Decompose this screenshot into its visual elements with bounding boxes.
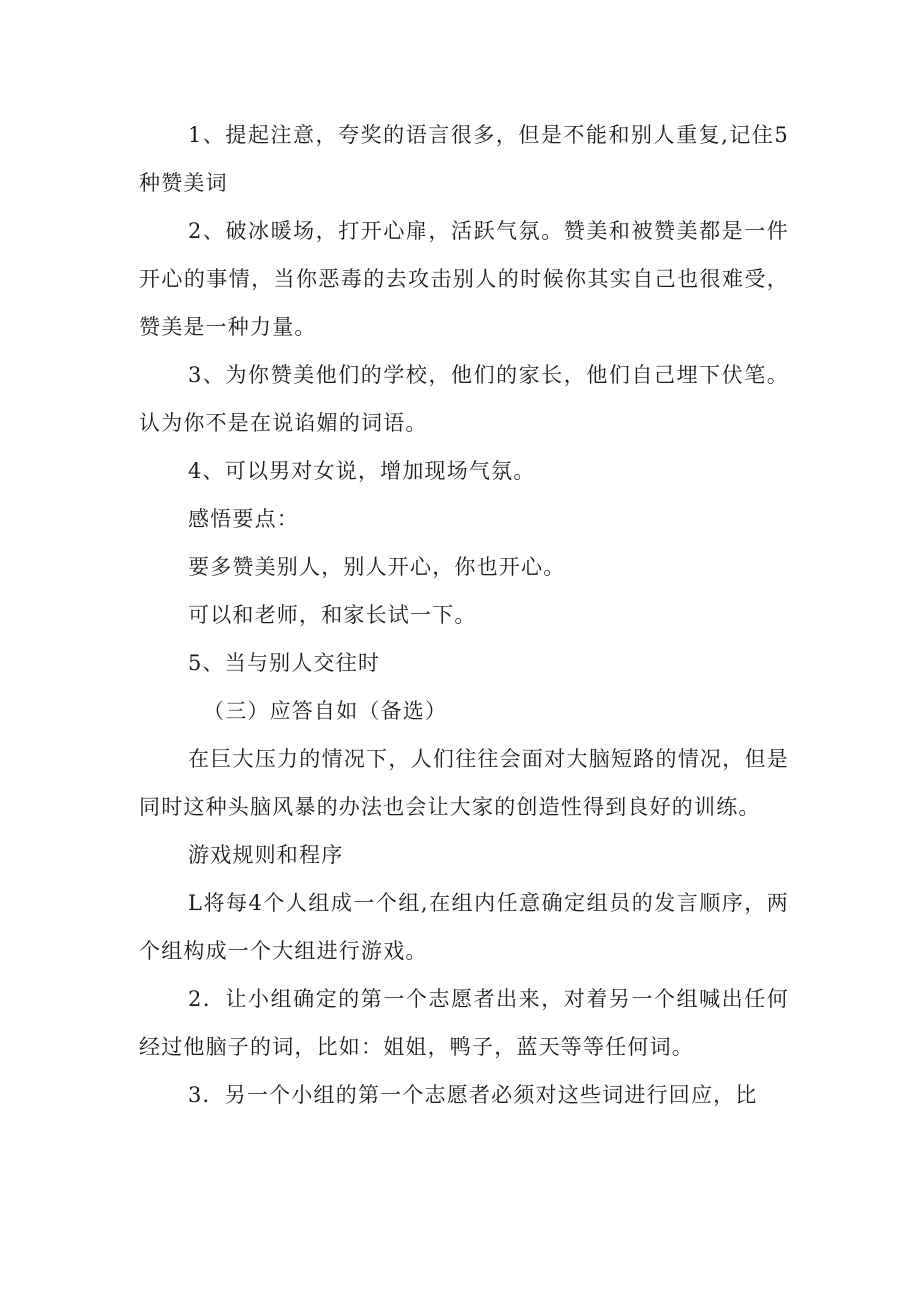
paragraph-praise-point-2: 2、破冰暖场，打开心扉，活跃气氛。赞美和被赞美都是一件开心的事情，当你恶毒的去攻击别人的时候你其实自己也很难受，赞美是一种力量。 <box>139 219 789 339</box>
paragraph-praise-point-5: 5、当与别人交往时 <box>188 651 381 675</box>
paragraph-rules-heading: 游戏规则和程序 <box>188 843 344 867</box>
paragraph-insight-1: 要多赞美别人，别人开心，你也开心。 <box>188 555 566 579</box>
document-body <box>139 111 789 1119</box>
paragraph-praise-point-3: 3、为你赞美他们的学校，他们的家长，他们自己埋下伏笔。认为你不是在说谄媚的词语。 <box>139 363 789 435</box>
paragraph-rule-2: 2．让小组确定的第一个志愿者出来，对着另一个组喊出任何经过他脑子的词，比如：姐姐，鸭子，蓝天等等任何词。 <box>139 987 789 1059</box>
paragraph-pressure-intro: 在巨大压力的情况下，人们往往会面对大脑短路的情况，但是同时这种头脑风暴的办法也会让大家的创造性得到良好的训练。 <box>139 747 789 819</box>
paragraph-rule-1: L将每4个人组成一个组,在组内任意确定组员的发言顺序，两个组构成一个大组进行游戏。 <box>139 891 789 963</box>
paragraph-praise-point-1: 1、提起注意，夸奖的语言很多，但是不能和别人重复,记住5种赞美词 <box>139 123 789 195</box>
paragraph-rule-3: 3．另一个小组的第一个志愿者必须对这些词进行回应，比 <box>188 1083 758 1107</box>
section-heading-respond-freely: （三）应答自如（备选） <box>203 699 448 723</box>
paragraph-praise-point-4: 4、可以男对女说，增加现场气氛。 <box>188 459 536 483</box>
paragraph-insight-2: 可以和老师，和家长试一下。 <box>188 603 477 627</box>
paragraph-insight-heading: 感悟要点： <box>188 507 299 531</box>
